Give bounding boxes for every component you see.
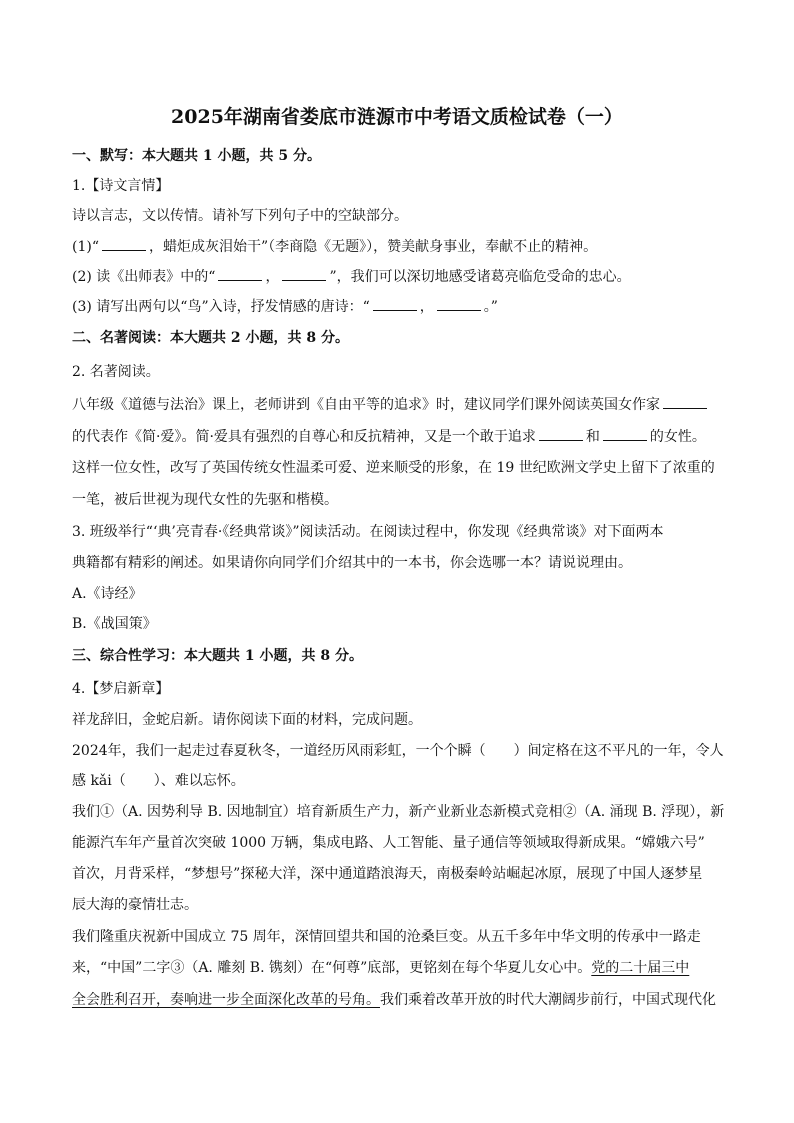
q1-2-suffix: ”，我们可以深切地感受诸葛亮临危受命的忠心。 — [329, 269, 631, 285]
paragraph-3-line-3 — [72, 990, 724, 1010]
q1-2-prefix: (2) 读《出师表》中的“ — [72, 269, 216, 285]
answer-blank[interactable] — [663, 394, 707, 409]
question-3-line-2: 典籍都有精彩的阐述。如果请你向同学们介绍其中的一本书，你会选哪一本？请说说理由。 — [72, 555, 632, 571]
paragraph-3-line-1: 我们隆重庆祝新中国成立 75 周年，深情回望共和国的沧桑巨变。从五千多年中华文明的传承中一路走 — [72, 929, 701, 945]
question-2-line-2 — [72, 426, 724, 447]
question-1-item-1 — [72, 236, 724, 257]
p3-line-3-text: 我们乘着改革开放的时代大潮阔步前行，中国式现代化 — [380, 992, 716, 1008]
section-heading-3: 三、综合性学习：本大题共 1 小题，共 8 分。 — [72, 648, 363, 664]
answer-blank[interactable] — [102, 236, 146, 251]
question-2-title: 2. 名著阅读。 — [72, 364, 160, 380]
underlined-sentence: 党的二十届三中 — [591, 960, 690, 976]
question-1-item-2 — [72, 266, 724, 287]
question-1-title: 1.【诗文言情】 — [72, 178, 170, 194]
question-2-line-1 — [72, 394, 724, 415]
paragraph-1-line-1: 2024年，我们一起走过春夏秋冬，一道经历风雨彩虹，一个个瞬（ ）间定格在这不平凡的一年，令人 — [72, 743, 724, 759]
q2-line-2-text: 的代表作《简·爱》。简·爱具有强烈的自尊心和反抗精神，又是一个敢于追求 — [72, 429, 536, 445]
section-heading-2: 二、名著阅读：本大题共 2 小题，共 8 分。 — [72, 330, 349, 346]
q1-3-suffix: 。” — [483, 299, 498, 315]
q2-line-1-text: 八年级《道德与法治》课上，老师讲到《自由平等的追求》时，建议同学们课外阅读英国女作家 — [72, 397, 660, 413]
question-2-line-4: 一笔，被后世视为现代女性的先驱和楷模。 — [72, 492, 338, 508]
paragraph-2-line-3: 首次，月背采样，“梦想号”探秘大洋，深中通道踏浪海天，南极秦岭站崛起冰原，展现了中国人逐梦星 — [72, 866, 703, 882]
q1-3-prefix: (3) 请写出两句以“鸟”入诗，抒发情感的唐诗：“ — [72, 299, 370, 315]
question-1-item-3 — [72, 296, 724, 317]
answer-blank[interactable] — [218, 266, 262, 281]
paragraph-2-line-2: 能源汽车年产量首次突破 1000 万辆，集成电路、人工智能、量子通信等领域取得新成果。“嫦娥六号” — [72, 835, 705, 851]
answer-blank[interactable] — [437, 296, 481, 311]
paragraph-2-line-1: 我们①（A. 因势利导 B. 因地制宜）培育新质生产力，新产业新业态新模式竞相②（A. 涌现 B. 浮现），新 — [72, 804, 725, 820]
answer-blank[interactable] — [373, 296, 417, 311]
answer-blank[interactable] — [282, 266, 326, 281]
question-4-intro: 祥龙辞旧，金蛇启新。请你阅读下面的材料，完成问题。 — [72, 712, 422, 728]
question-1-intro: 诗以言志，文以传情。请补写下列句子中的空缺部分。 — [72, 208, 408, 224]
paragraph-3-line-2 — [72, 958, 724, 978]
question-2-line-3: 这样一位女性，改写了英国传统女性温柔可爱、逆来顺受的形象，在 19 世纪欧洲文学史上留下了浓重的 — [72, 460, 715, 476]
option-a: A.《诗经》 — [72, 586, 143, 602]
answer-blank[interactable] — [539, 426, 583, 441]
q1-1-prefix: (1)“ — [72, 239, 99, 255]
q2-line-2-and: 和 — [585, 429, 600, 445]
option-b: B.《战国策》 — [72, 616, 157, 632]
q1-2-comma: ， — [265, 269, 280, 285]
question-4-title: 4.【梦启新章】 — [72, 681, 170, 697]
underlined-sentence: 全会胜利召开，奏响进一步全面深化改革的号角。 — [72, 992, 380, 1008]
paragraph-1-line-2: 感 kǎi（ ）、难以忘怀。 — [72, 773, 245, 789]
q1-1-suffix: ，蜡炬成灰泪始干”（李商隐《无题》），赞美献身事业，奉献不止的精神。 — [149, 239, 598, 255]
paragraph-2-line-4: 辰大海的豪情壮志。 — [72, 897, 198, 913]
section-heading-1: 一、默写：本大题共 1 小题，共 5 分。 — [72, 148, 321, 164]
answer-blank[interactable] — [603, 426, 647, 441]
question-3-line-1: 3. 班级举行“‘典’亮青春·《经典常谈》”阅读活动。在阅读过程中，你发现《经典常谈》对下面两本 — [72, 524, 664, 540]
q2-line-2-suffix: 的女性。 — [649, 429, 706, 445]
q1-3-comma: ， — [419, 299, 434, 315]
page-title: 2025年湖南省娄底市涟源市中考语文质检试卷（一） — [171, 106, 623, 128]
p3-line-2-text: 来，“中国”二字③（A. 雕刻 B. 镌刻）在“何尊”底部，更铭刻在每个华夏儿女心中。 — [72, 960, 592, 976]
